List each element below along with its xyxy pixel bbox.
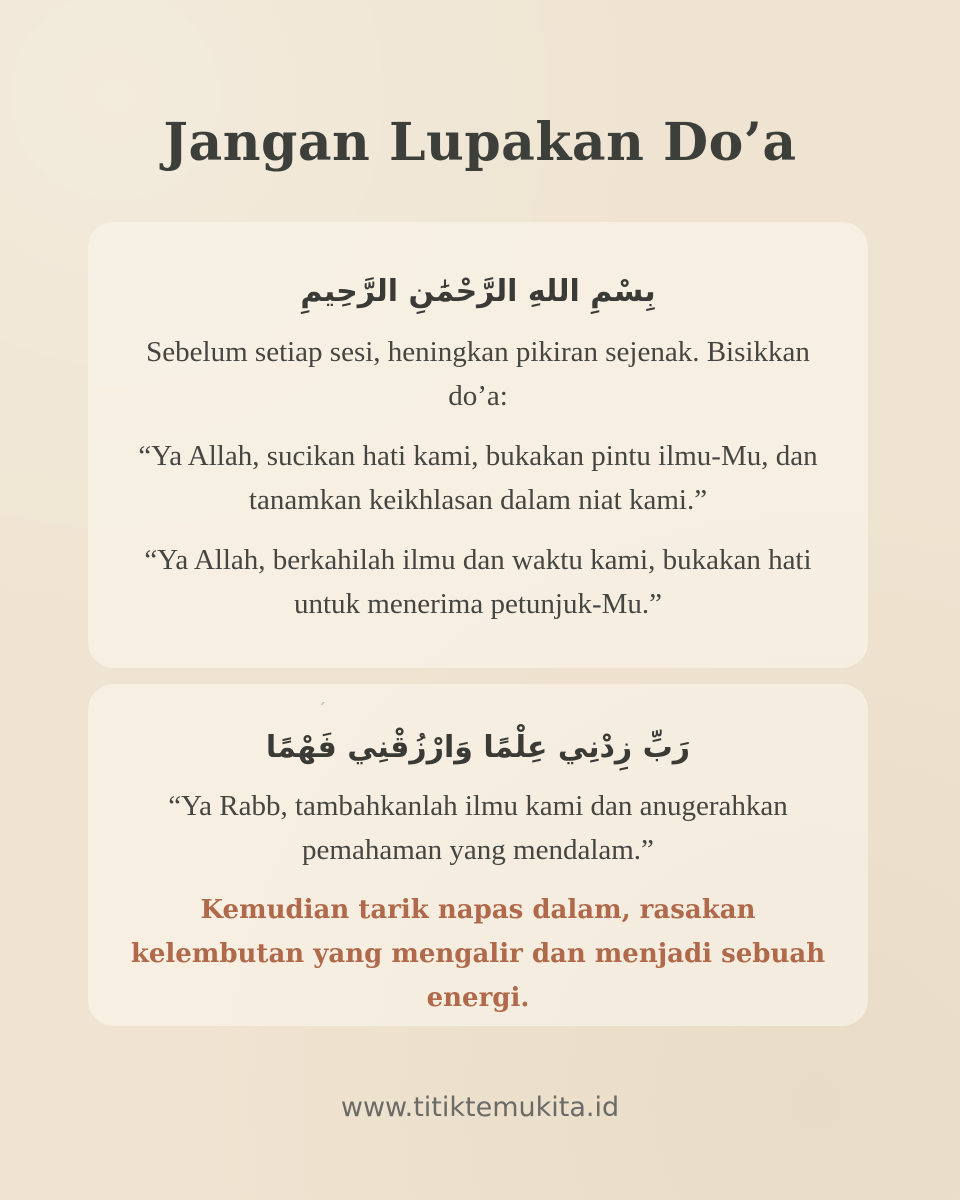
page-title: Jangan Lupakan Do’a xyxy=(163,112,797,173)
closing-instruction: Kemudian tarik napas dalam, rasakan kelembutan yang mengalir dan menjadi sebuah energi. xyxy=(130,895,826,1013)
knowledge-prayer-arabic: رَبِّ زِدْنِي عِلْمًا وَارْزُقْنِي فَهْمًا xyxy=(265,730,691,765)
prayer-card-knowledge xyxy=(88,684,868,1026)
website-url: www.titiktemukita.id xyxy=(340,1092,620,1123)
prayer-quote-1: “Ya Allah, sucikan hati kami, bukakan pintu ilmu-Mu, dan tanamkan keikhlasan dalam niat kami.” xyxy=(138,440,818,516)
intro-text: Sebelum setiap sesi, heningkan pikiran sejenak. Bisikkan do’a: xyxy=(146,336,810,412)
prayer-quote-2: “Ya Allah, berkahilah ilmu dan waktu kami, bukakan hati untuk menerima petunjuk-Mu.” xyxy=(144,544,812,620)
prayer-card-opening xyxy=(88,222,868,668)
basmalah-arabic: بِسْمِ اللهِ الرَّحْمَٰنِ الرَّحِيمِ xyxy=(300,274,656,309)
knowledge-prayer-translation: “Ya Rabb, tambahkanlah ilmu kami dan anugerahkan pemahaman yang mendalam.” xyxy=(168,790,788,866)
